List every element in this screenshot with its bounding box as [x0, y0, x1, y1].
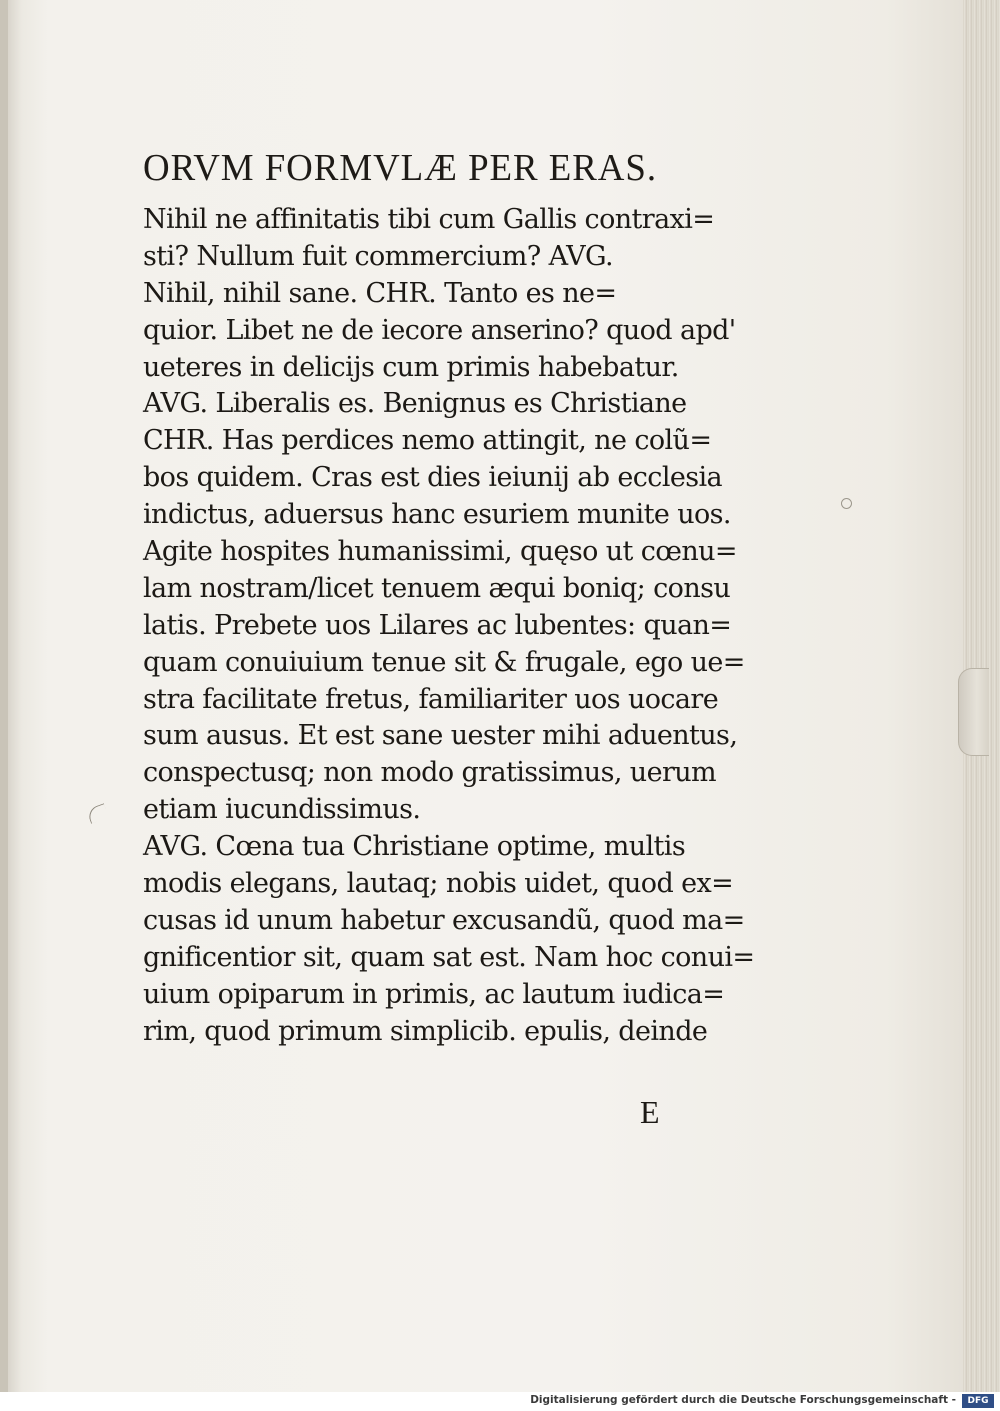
binding-gutter [0, 0, 8, 1392]
text-line: latis. Prebete uos Lilares ac lubentes: quan= [143, 609, 732, 641]
page-tab [958, 668, 989, 756]
text-line: modis elegans, lautaq; nobis uidet, quod ex= [143, 868, 734, 900]
text-line: lam nostram/licet tenuem æqui boniq; consu [143, 572, 731, 604]
text-line: AVG. Cœna tua Christiane optime, multis [143, 831, 686, 863]
text-line: indictus, aduersus hanc esuriem munite uos. [143, 499, 731, 531]
body-text [143, 202, 773, 1050]
text-line: AVG. Liberalis es. Benignus es Christiane [143, 388, 687, 420]
text-line: uium opiparum in primis, ac lautum iudica= [143, 978, 725, 1010]
text-line: conspectusq; non modo gratissimus, uerum [143, 757, 717, 789]
text-line: Nihil, nihil sane. CHR. Tanto es ne= [143, 277, 617, 309]
text-line: quam conuiuium tenue sit & frugale, ego ue= [143, 646, 745, 678]
text-line: gnificentior sit, quam sat est. Nam hoc conui= [143, 941, 755, 973]
text-line: stra facilitate fretus, familiariter uos uocare [143, 683, 719, 715]
digitization-footer [0, 1392, 1000, 1411]
text-line: etiam iucundissimus. [143, 794, 421, 826]
signature-mark: E [640, 1094, 660, 1130]
text-line: sti? Nullum fuit commercium? AVG. [143, 240, 614, 272]
text-line: quior. Libet ne de iecore anserino? quod apd' [143, 314, 736, 346]
footer-credit: Digitalisierung gefördert durch die Deutsche Forschungsgemeinschaft - [530, 1394, 956, 1406]
text-line: ueteres in delicijs cum primis habebatur. [143, 351, 679, 383]
text-line: Agite hospites humanissimi, quęso ut cœnu= [143, 536, 737, 568]
paper-blemish [841, 498, 852, 509]
text-line: Nihil ne affinitatis tibi cum Gallis contraxi= [143, 204, 715, 235]
text-line: rim, quod primum simplicib. epulis, deinde [143, 1015, 708, 1047]
text-line: bos quidem. Cras est dies ieiunij ab ecclesia [143, 462, 723, 494]
dfg-logo[interactable]: DFG [962, 1394, 994, 1408]
text-line: CHR. Has perdices nemo attingit, ne colũ= [143, 425, 712, 457]
text-line: cusas id unum habetur excusandũ, quod ma= [143, 904, 745, 936]
text-line: sum ausus. Et est sane uester mihi aduentus, [143, 720, 738, 752]
running-head: ORVM FORMVLÆ PER ERAS. [143, 147, 658, 189]
